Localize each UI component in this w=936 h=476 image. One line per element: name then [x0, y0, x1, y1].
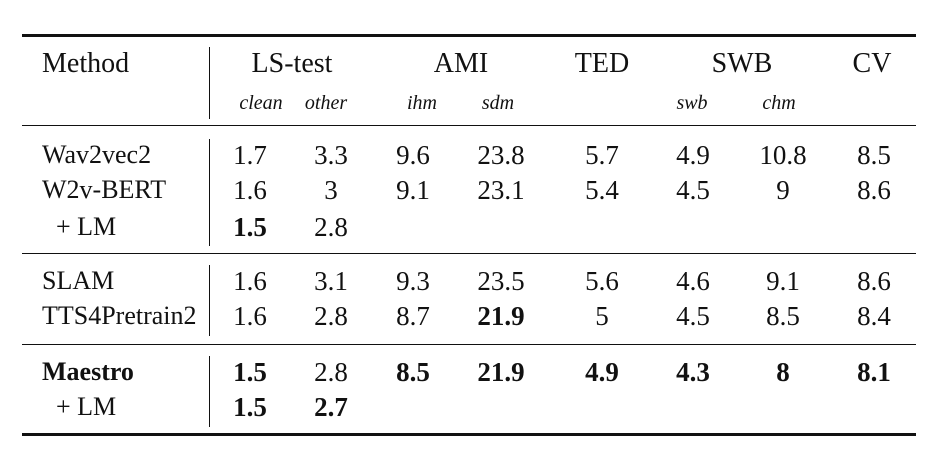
value-cell: 5.4: [585, 175, 619, 205]
value-cell: 2.8: [314, 212, 348, 242]
value-cell: 9: [776, 175, 790, 205]
value-cell: 21.9: [477, 301, 525, 331]
value-cell: 4.9: [585, 357, 619, 387]
method-cell: Wav2vec2: [42, 140, 152, 169]
top-rule: [22, 34, 916, 37]
value-cell: 2.7: [314, 392, 348, 422]
sub-sdm: sdm: [481, 92, 515, 114]
ted-header: TED: [574, 48, 630, 79]
value-cell: 8.1: [857, 357, 891, 387]
value-cell: 4.5: [676, 175, 710, 205]
value-cell: 8: [776, 357, 790, 387]
value-cell: 9.3: [396, 266, 430, 296]
group-rule-2: [22, 344, 916, 345]
value-cell: 23.1: [477, 175, 525, 205]
value-cell: 23.5: [477, 266, 525, 296]
group3-separator: [209, 356, 210, 427]
value-cell: 9.1: [766, 266, 800, 296]
value-cell: 1.6: [233, 175, 267, 205]
value-cell: 8.6: [857, 175, 891, 205]
value-cell: 1.5: [233, 357, 267, 387]
value-cell: 9.6: [396, 140, 430, 170]
group2-separator: [209, 265, 210, 336]
value-cell: 21.9: [477, 357, 525, 387]
value-cell: 23.8: [477, 140, 525, 170]
sub-chm: chm: [762, 92, 796, 114]
group1-separator: [209, 139, 210, 246]
value-cell: 8.5: [766, 301, 800, 331]
method-cell: Maestro: [42, 357, 134, 386]
sub-other: other: [304, 92, 348, 114]
method-header: Method: [42, 48, 130, 79]
value-cell: 5.6: [585, 266, 619, 296]
value-cell: 3.1: [314, 266, 348, 296]
value-cell: 5: [595, 301, 609, 331]
value-cell: 4.3: [676, 357, 710, 387]
value-cell: 4.5: [676, 301, 710, 331]
value-cell: 1.6: [233, 266, 267, 296]
value-cell: 1.5: [233, 392, 267, 422]
value-cell: 8.6: [857, 266, 891, 296]
header-rule: [22, 125, 916, 126]
method-cell: + LM: [56, 392, 117, 421]
sub-clean: clean: [239, 92, 283, 114]
method-cell: W2v-BERT: [42, 175, 167, 204]
value-cell: 3: [324, 175, 338, 205]
header-separator: [209, 47, 210, 119]
value-cell: 3.3: [314, 140, 348, 170]
method-cell: TTS4Pretrain2: [42, 301, 197, 330]
method-cell: + LM: [56, 212, 117, 241]
bottom-rule: [22, 433, 916, 436]
value-cell: 9.1: [396, 175, 430, 205]
value-cell: 8.5: [857, 140, 891, 170]
value-cell: 10.8: [759, 140, 807, 170]
value-cell: 1.7: [233, 140, 267, 170]
value-cell: 1.6: [233, 301, 267, 331]
value-cell: 4.9: [676, 140, 710, 170]
cv-header: CV: [852, 48, 892, 79]
value-cell: 4.6: [676, 266, 710, 296]
sub-ihm: ihm: [407, 92, 437, 114]
sub-swb: swb: [676, 92, 708, 114]
value-cell: 8.5: [396, 357, 430, 387]
method-cell: SLAM: [42, 266, 115, 295]
value-cell: 2.8: [314, 357, 348, 387]
value-cell: 1.5: [233, 212, 267, 242]
value-cell: 8.4: [857, 301, 891, 331]
swb-header: SWB: [711, 48, 773, 79]
value-cell: 8.7: [396, 301, 430, 331]
value-cell: 2.8: [314, 301, 348, 331]
ls-test-header: LS-test: [251, 48, 333, 79]
value-cell: 5.7: [585, 140, 619, 170]
ami-header: AMI: [433, 48, 489, 79]
group-rule-1: [22, 253, 916, 254]
